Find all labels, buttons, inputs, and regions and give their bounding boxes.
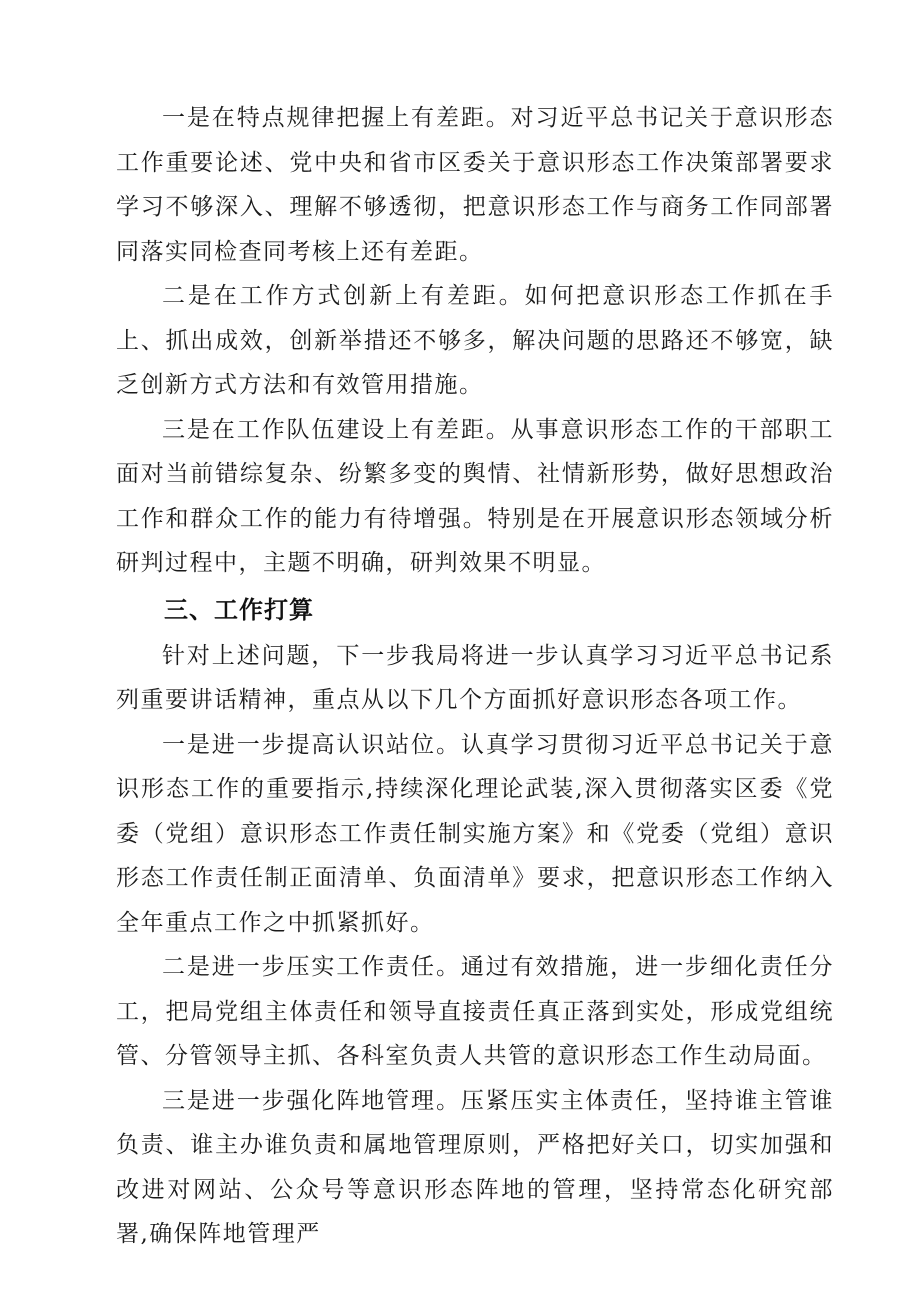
paragraph-plan-awareness: 一是进一步提高认识站位。认真学习贯彻习近平总书记关于意识形态工作的重要指示,持续深化理论武装,深入贯彻落实区委《党委（党组）意识形态工作责任制实施方案》和《党委（党组）意识形态工作责任制正面清单、负面清单》要求，把意识形态工作纳入全年重点工作之中抓紧抓好。 xyxy=(116,731,834,936)
paragraph-plan-position-management: 三是进一步强化阵地管理。压紧压实主体责任，坚持谁主管谁负责、谁主办谁负责和属地管理原则，严格把好关口，切实加强和改进对网站、公众号等意识形态阵地的管理，坚持常态化研究部署,确保阵地管理严 xyxy=(116,1087,834,1247)
paragraph-plan-responsibility: 二是进一步压实工作责任。通过有效措施，进一步细化责任分工，把局党组主体责任和领导直接责任真正落到实处，形成党组统管、分管领导主抓、各科室负责人共管的意识形态工作生动局面。 xyxy=(116,954,834,1069)
section-heading-work-plan: 三、工作打算 xyxy=(164,595,314,624)
paragraph-gap-team: 三是在工作队伍建设上有差距。从事意识形态工作的干部职工面对当前错综复杂、纷繁多变的舆情、社情新形势，做好思想政治工作和群众工作的能力有待增强。特别是在开展意识形态领域分析研判过程中，主题不明确，研判效果不明显。 xyxy=(116,416,834,576)
document-body xyxy=(116,96,834,1257)
paragraph-plan-intro: 针对上述问题，下一步我局将进一步认真学习习近平总书记系列重要讲话精神，重点从以下几个方面抓好意识形态各项工作。 xyxy=(116,642,834,713)
paragraph-gap-methods: 二是在工作方式创新上有差距。如何把意识形态工作抓在手上、抓出成效，创新举措还不够多，解决问题的思路还不够宽，缺乏创新方式方法和有效管用措施。 xyxy=(116,283,834,398)
paragraph-gap-laws: 一是在特点规律把握上有差距。对习近平总书记关于意识形态工作重要论述、党中央和省市区委关于意识形态工作决策部署要求学习不够深入、理解不够透彻，把意识形态工作与商务工作同部署同落实同检查同考核上还有差距。 xyxy=(116,105,834,265)
